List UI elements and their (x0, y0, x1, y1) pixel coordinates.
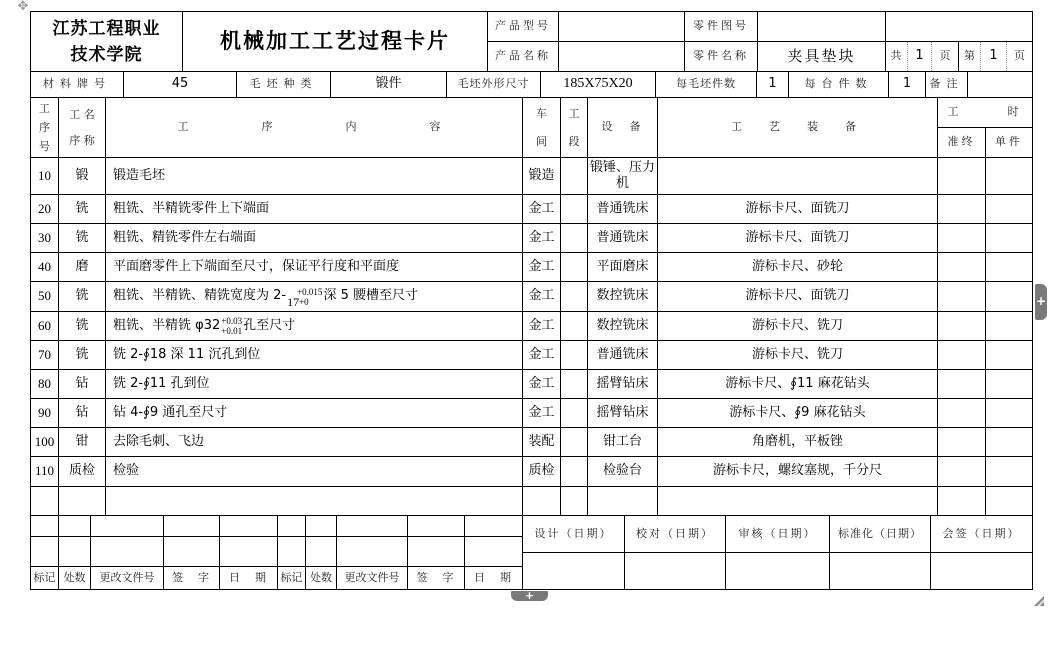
revision-cell[interactable] (90, 536, 164, 567)
op-no[interactable]: 10 (30, 157, 59, 195)
op-no[interactable]: 100 (30, 427, 59, 457)
per-blank-label: 每毛坯件数 (655, 71, 757, 98)
part-name-label: 零件名称 (684, 41, 758, 72)
op-no[interactable]: 30 (30, 223, 59, 253)
op-equipment[interactable]: 数控铣床 (587, 281, 658, 312)
per-unit-label: 每台件数 (788, 71, 889, 98)
op-content[interactable]: 检验 (105, 456, 523, 487)
op-content[interactable]: 平面磨零件上下端面至尺寸，保证平行度和平面度 (105, 252, 523, 282)
op-tooling[interactable]: 游标卡尺，螺纹塞规，千分尺 (657, 456, 938, 487)
op-equipment[interactable]: 数控铣床 (587, 311, 658, 341)
op-workshop[interactable]: 金工 (522, 311, 561, 341)
op-content-text: 粗铣、半精铣 φ32 (113, 317, 221, 333)
header-op-name: 工 名 序 称 (58, 97, 106, 158)
op-content[interactable]: 铣 2-∮18 深 11 沉孔到位 (105, 340, 523, 370)
revision-cell[interactable] (277, 536, 306, 567)
header-op-no: 工 序 号 (30, 97, 59, 158)
revision-cell[interactable] (30, 536, 59, 567)
plus-icon: + (524, 591, 535, 601)
dimension: 17 (287, 294, 300, 309)
remark-value[interactable] (967, 71, 1033, 98)
op-tooling[interactable]: 游标卡尺、面铣刀 (657, 281, 938, 312)
op-unit-time[interactable] (985, 194, 1033, 224)
product-model-value[interactable] (558, 11, 685, 42)
op-prep-time[interactable] (937, 486, 986, 516)
blank-size-value[interactable]: 185X75X20 (540, 71, 656, 98)
material-grade-value[interactable]: 45 (123, 71, 237, 98)
op-section[interactable] (560, 427, 588, 457)
op-no[interactable] (30, 486, 59, 516)
op-prep-time[interactable] (937, 340, 986, 370)
op-workshop[interactable] (522, 486, 561, 516)
op-no[interactable]: 20 (30, 194, 59, 224)
op-no[interactable]: 60 (30, 311, 59, 341)
op-equipment[interactable]: 锻锤、压力机 (587, 157, 658, 195)
approval-standardize-value[interactable] (829, 552, 931, 590)
product-model-label: 产品型号 (487, 11, 559, 42)
op-equipment[interactable]: 普通铣床 (587, 340, 658, 370)
total-label: 共 (890, 49, 902, 63)
op-prep-time[interactable] (937, 252, 986, 282)
op-unit-time[interactable] (985, 369, 1033, 399)
op-content[interactable]: 去除毛刺、飞边 (105, 427, 523, 457)
op-unit-time[interactable] (985, 486, 1033, 516)
approval-review-value[interactable] (725, 552, 830, 590)
blank-type-value[interactable]: 锻件 (330, 71, 447, 98)
per-blank-value[interactable]: 1 (756, 71, 789, 98)
blank-type-label: 毛坯种类 (236, 71, 331, 98)
approval-proofread-value[interactable] (624, 552, 726, 590)
approval-label-standardize: 标准化（日期） (829, 515, 931, 553)
op-workshop[interactable]: 锻造 (522, 157, 561, 195)
op-content-text: 粗铣、半精铣、精铣宽度为 2- (113, 288, 287, 304)
op-no[interactable]: 50 (30, 281, 59, 312)
op-name[interactable]: 质检 (58, 456, 106, 487)
op-unit-time[interactable] (985, 456, 1033, 487)
current-label: 第 (958, 42, 980, 71)
revision-cell[interactable] (464, 536, 523, 567)
tolerance-lower: +0 (299, 296, 309, 307)
op-section[interactable] (560, 456, 588, 487)
page-unit-label-1: 页 (931, 42, 958, 71)
add-column-button[interactable] (1035, 284, 1047, 320)
revision-label-doc-no: 更改文件号 (90, 566, 164, 590)
plus-icon: + (1035, 294, 1047, 309)
op-unit-time[interactable] (985, 252, 1033, 282)
approval-label-countersign: 会签（日期） (930, 515, 1033, 553)
op-prep-time[interactable] (937, 456, 986, 487)
op-prep-time[interactable] (937, 427, 986, 457)
tolerance-lower: +0.01 (221, 326, 243, 336)
add-row-button[interactable] (511, 591, 548, 601)
op-equipment[interactable]: 平面磨床 (587, 252, 658, 282)
op-tooling[interactable]: 角磨机，平板锉 (657, 427, 938, 457)
op-unit-time[interactable] (985, 281, 1033, 312)
revision-label-date: 日 期 (219, 566, 278, 590)
op-name[interactable]: 磨 (58, 252, 106, 282)
school-name-line1: 江苏工程职业 (52, 18, 161, 39)
revision-label-signature: 签 字 (163, 566, 220, 590)
op-name[interactable]: 铣 (58, 223, 106, 253)
op-workshop[interactable]: 质检 (522, 456, 561, 487)
op-prep-time[interactable] (937, 369, 986, 399)
op-section[interactable] (560, 311, 588, 341)
op-no[interactable]: 110 (30, 456, 59, 487)
op-no[interactable]: 80 (30, 369, 59, 399)
op-content[interactable]: 粗铣、半精铣零件上下端面 (105, 194, 523, 224)
revision-cell[interactable] (58, 515, 91, 537)
tolerance (221, 316, 242, 336)
revision-cell[interactable] (90, 515, 164, 537)
op-section[interactable] (560, 157, 588, 195)
op-prep-time[interactable] (937, 398, 986, 428)
op-workshop[interactable]: 金工 (522, 369, 561, 399)
revision-cell[interactable] (336, 515, 408, 537)
page-unit-label-2: 页 (1006, 42, 1032, 71)
revision-cell[interactable] (163, 536, 220, 567)
op-name[interactable] (58, 486, 106, 516)
revision-cell[interactable] (407, 536, 465, 567)
revision-cell[interactable] (58, 536, 91, 567)
op-unit-time[interactable] (985, 398, 1033, 428)
op-workshop[interactable]: 金工 (522, 194, 561, 224)
op-equipment[interactable]: 钳工台 (587, 427, 658, 457)
remark-label: 备注 (925, 71, 968, 98)
part-drawing-label: 零件图号 (684, 11, 758, 42)
op-section[interactable] (560, 398, 588, 428)
current-page: 1 (980, 42, 1006, 71)
tolerance-upper: +0.03 (221, 316, 243, 326)
approval-label-review: 审核（日期） (725, 515, 830, 553)
op-prep-time[interactable] (937, 157, 986, 195)
op-content-suffix: 深 5 腰槽至尺寸 (323, 288, 418, 304)
op-content[interactable]: 粗铣、精铣零件左右端面 (105, 223, 523, 253)
header-content: 工 序 内 容 (105, 97, 523, 158)
per-unit-value[interactable]: 1 (888, 71, 926, 98)
material-grade-label: 材料牌号 (30, 71, 124, 98)
total-pages: 1 (907, 42, 931, 71)
table-resize-handle[interactable] (1034, 591, 1044, 601)
approval-label-design: 设计（日期） (522, 515, 625, 553)
op-workshop[interactable]: 金工 (522, 223, 561, 253)
op-section[interactable] (560, 486, 588, 516)
tolerance (287, 287, 322, 307)
header-equipment: 设 备 (587, 97, 658, 158)
op-workshop[interactable]: 金工 (522, 281, 561, 312)
revision-label-date-2: 日 期 (464, 566, 523, 590)
op-tooling[interactable]: 游标卡尺、铣刀 (657, 311, 938, 341)
school-name-line2: 技术学院 (70, 44, 143, 65)
op-equipment[interactable]: 普通铣床 (587, 194, 658, 224)
header-tooling: 工 艺 装 备 (657, 97, 938, 158)
op-equipment[interactable]: 摇臂钻床 (587, 369, 658, 399)
revision-cell[interactable] (464, 515, 523, 537)
op-name[interactable]: 铣 (58, 340, 106, 370)
revision-cell[interactable] (219, 536, 278, 567)
blank-size-label: 毛坯外形尺寸 (446, 71, 541, 98)
move-icon: ✥ (17, 0, 29, 14)
op-name[interactable]: 钻 (58, 398, 106, 428)
op-equipment[interactable]: 普通铣床 (587, 223, 658, 253)
card-title: 机械加工工艺过程卡片 (182, 11, 488, 72)
part-drawing-value[interactable] (757, 11, 886, 42)
revision-cell[interactable] (407, 515, 465, 537)
op-content[interactable]: 铣 2-∮11 孔到位 (105, 369, 523, 399)
op-no[interactable]: 40 (30, 252, 59, 282)
op-prep-time[interactable] (937, 311, 986, 341)
op-name[interactable]: 锻 (58, 157, 106, 195)
op-no[interactable]: 90 (30, 398, 59, 428)
school-name (30, 11, 183, 72)
revision-cell[interactable] (277, 515, 306, 537)
op-unit-time[interactable] (985, 311, 1033, 341)
revision-label-signature-2: 签 字 (407, 566, 465, 590)
header-prep-time: 准终 (937, 127, 986, 158)
op-section[interactable] (560, 252, 588, 282)
op-name[interactable]: 铣 (58, 194, 106, 224)
op-prep-time[interactable] (937, 281, 986, 312)
op-section[interactable] (560, 194, 588, 224)
op-content[interactable]: 钻 4-∮9 通孔至尺寸 (105, 398, 523, 428)
op-tooling[interactable] (657, 486, 938, 516)
op-equipment[interactable]: 检验台 (587, 456, 658, 487)
op-name[interactable]: 铣 (58, 311, 106, 341)
revision-label-doc-no-2: 更改文件号 (336, 566, 408, 590)
op-content[interactable] (105, 311, 523, 341)
approval-countersign-value[interactable] (930, 552, 1033, 590)
op-content[interactable] (105, 486, 523, 516)
op-content[interactable]: 锻造毛坯 (105, 157, 523, 195)
op-workshop[interactable]: 装配 (522, 427, 561, 457)
revision-label-count: 处数 (58, 566, 91, 590)
resize-icon (1034, 596, 1044, 606)
op-workshop[interactable]: 金工 (522, 340, 561, 370)
revision-cell[interactable] (163, 515, 220, 537)
approval-label-proofread: 校对（日期） (624, 515, 726, 553)
op-unit-time[interactable] (985, 340, 1033, 370)
op-section[interactable] (560, 281, 588, 312)
op-content-suffix: 孔至尺寸 (243, 317, 296, 333)
revision-cell[interactable] (305, 515, 337, 537)
op-workshop[interactable]: 金工 (522, 252, 561, 282)
op-content[interactable] (105, 281, 523, 312)
revision-cell[interactable] (30, 515, 59, 537)
header-blank-cell (885, 11, 1033, 42)
op-tooling[interactable]: 游标卡尺、铣刀 (657, 340, 938, 370)
op-no[interactable]: 70 (30, 340, 59, 370)
op-prep-time[interactable] (937, 223, 986, 253)
revision-cell[interactable] (219, 515, 278, 537)
op-section[interactable] (560, 340, 588, 370)
revision-label-mark-2: 标记 (277, 566, 306, 590)
revision-cell[interactable] (336, 536, 408, 567)
op-tooling[interactable]: 游标卡尺、面铣刀 (657, 194, 938, 224)
revision-label-count-2: 处数 (305, 566, 337, 590)
op-section[interactable] (560, 223, 588, 253)
product-name-value[interactable] (558, 41, 685, 72)
part-name-value[interactable]: 夹具垫块 (757, 41, 886, 72)
op-name[interactable]: 钳 (58, 427, 106, 457)
revision-label-mark: 标记 (30, 566, 59, 590)
op-prep-time[interactable] (937, 194, 986, 224)
op-section[interactable] (560, 369, 588, 399)
op-workshop[interactable]: 金工 (522, 398, 561, 428)
header-unit-time: 单件 (985, 127, 1033, 158)
op-unit-time[interactable] (985, 427, 1033, 457)
op-tooling[interactable] (657, 157, 938, 195)
tolerance-upper: +0.015 (297, 286, 323, 297)
op-name[interactable]: 钻 (58, 369, 106, 399)
approval-design-value[interactable] (522, 552, 625, 590)
op-tooling[interactable]: 游标卡尺、砂轮 (657, 252, 938, 282)
op-name[interactable]: 铣 (58, 281, 106, 312)
op-unit-time[interactable] (985, 157, 1033, 195)
header-time: 工 时 (937, 97, 1033, 128)
product-name-label: 产品名称 (487, 41, 559, 72)
op-tooling[interactable]: 游标卡尺、面铣刀 (657, 223, 938, 253)
op-unit-time[interactable] (985, 223, 1033, 253)
header-workshop: 车 间 (522, 97, 561, 158)
op-equipment[interactable]: 摇臂钻床 (587, 398, 658, 428)
op-tooling[interactable]: 游标卡尺、∮11 麻花钻头 (657, 369, 938, 399)
op-tooling[interactable]: 游标卡尺、∮9 麻花钻头 (657, 398, 938, 428)
revision-cell[interactable] (305, 536, 337, 567)
op-equipment[interactable] (587, 486, 658, 516)
header-section: 工 段 (560, 97, 588, 158)
